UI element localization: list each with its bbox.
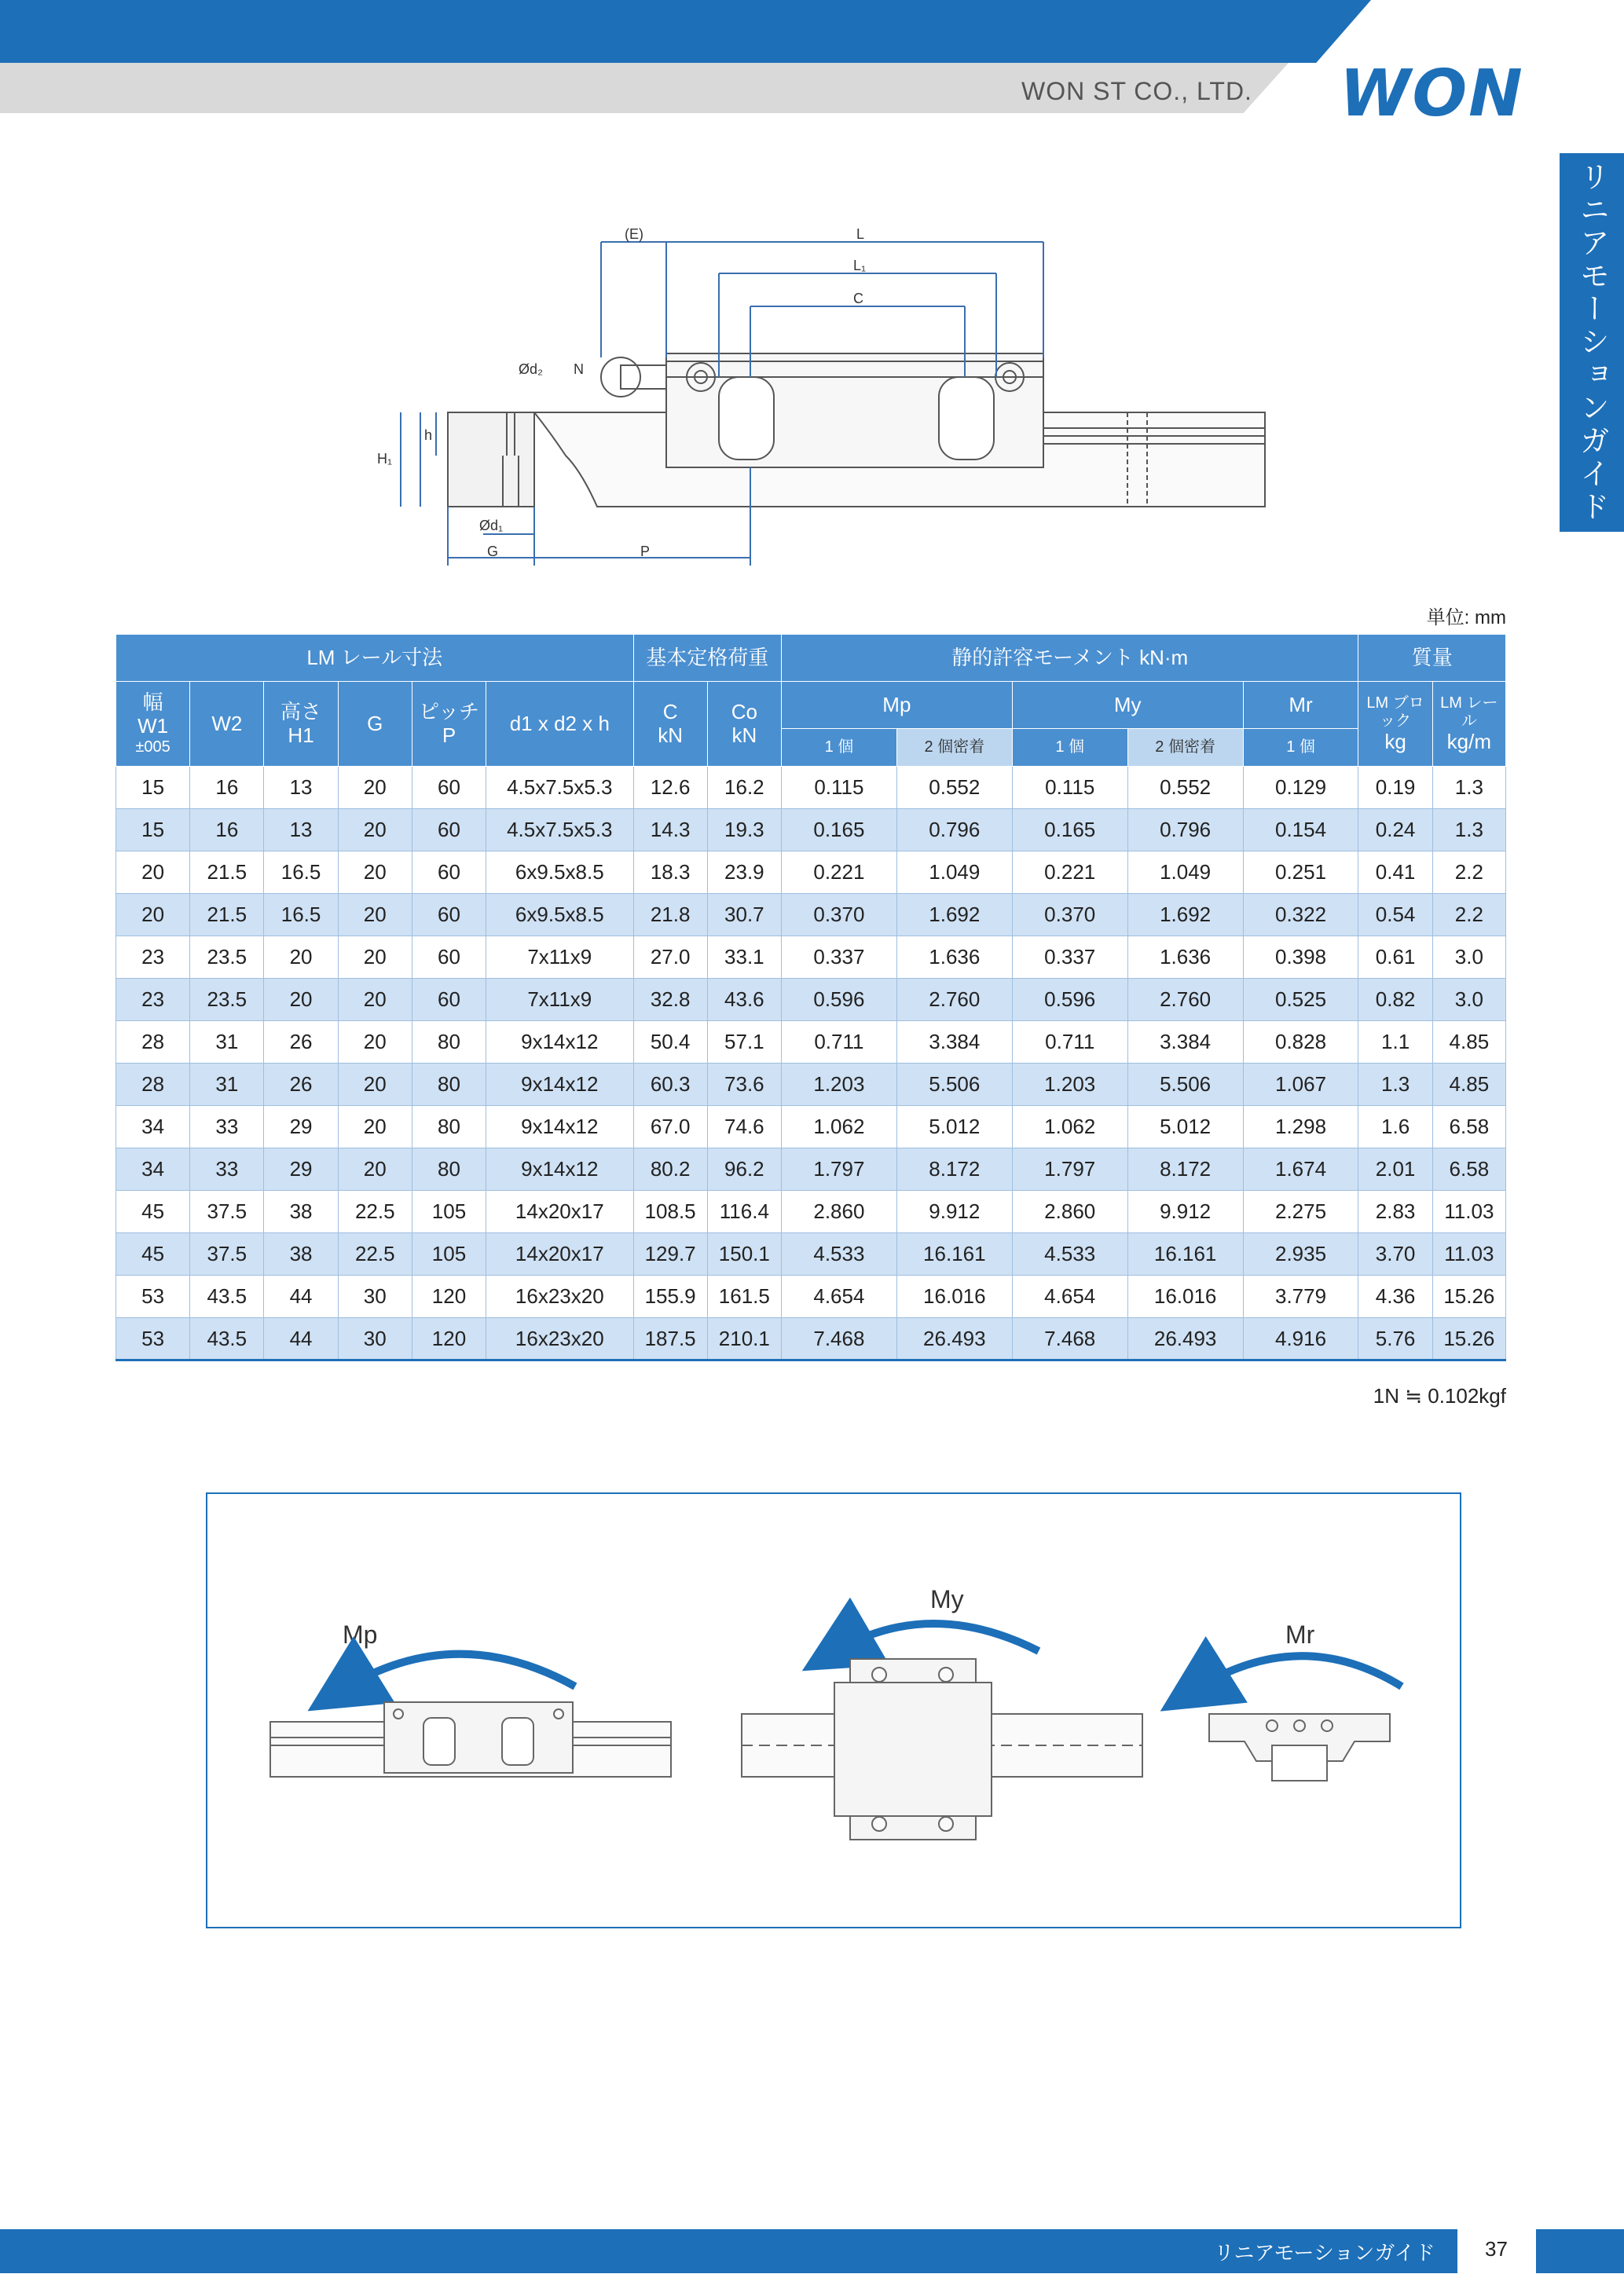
table-cell: 1.3 bbox=[1432, 809, 1505, 851]
table-cell: 0.525 bbox=[1243, 979, 1358, 1021]
table-row bbox=[116, 1318, 1506, 1360]
table-cell: 43.5 bbox=[190, 1318, 264, 1360]
table-cell: 1.067 bbox=[1243, 1064, 1358, 1106]
table-cell: 7x11x9 bbox=[486, 979, 633, 1021]
page-number: 37 bbox=[1485, 2237, 1508, 2261]
table-cell: 108.5 bbox=[633, 1191, 707, 1233]
table-cell: 18.3 bbox=[633, 851, 707, 894]
table-cell: 21.5 bbox=[190, 851, 264, 894]
table-cell: 80 bbox=[412, 1064, 486, 1106]
table-cell: 4.916 bbox=[1243, 1318, 1358, 1360]
table-cell: 16.016 bbox=[1127, 1276, 1243, 1318]
table-cell: 3.384 bbox=[1127, 1021, 1243, 1064]
table-cell: 1.049 bbox=[1127, 851, 1243, 894]
table-cell: 11.03 bbox=[1432, 1191, 1505, 1233]
table-cell: 12.6 bbox=[633, 767, 707, 809]
table-row bbox=[116, 894, 1506, 936]
table-cell: 0.115 bbox=[781, 767, 896, 809]
table-cell: 3.779 bbox=[1243, 1276, 1358, 1318]
mr-label: Mr bbox=[1285, 1620, 1315, 1649]
table-cell: 8.172 bbox=[1127, 1148, 1243, 1191]
spec-table bbox=[115, 634, 1506, 1361]
table-cell: 1.692 bbox=[1127, 894, 1243, 936]
table-cell: 0.552 bbox=[1127, 767, 1243, 809]
dim-label-c: C bbox=[853, 291, 863, 306]
table-cell: 150.1 bbox=[707, 1233, 781, 1276]
table-cell: 0.165 bbox=[781, 809, 896, 851]
table-cell: 1.049 bbox=[896, 851, 1012, 894]
brand-logo: WON bbox=[1340, 57, 1524, 131]
table-cell: 2.2 bbox=[1432, 894, 1505, 936]
table-cell: 1.203 bbox=[1012, 1064, 1127, 1106]
table-cell: 105 bbox=[412, 1233, 486, 1276]
table-cell: 7.468 bbox=[781, 1318, 896, 1360]
table-cell: 0.221 bbox=[781, 851, 896, 894]
table-cell: 0.398 bbox=[1243, 936, 1358, 979]
table-cell: 29 bbox=[264, 1106, 338, 1148]
table-cell: 7.468 bbox=[1012, 1318, 1127, 1360]
table-cell: 30.7 bbox=[707, 894, 781, 936]
table-cell: 29 bbox=[264, 1148, 338, 1191]
table-cell: 7x11x9 bbox=[486, 936, 633, 979]
dim-label-d2: Ød₂ bbox=[519, 361, 543, 377]
table-cell: 16.161 bbox=[896, 1233, 1012, 1276]
table-cell: 13 bbox=[264, 767, 338, 809]
dim-label-l: L bbox=[856, 226, 865, 242]
table-cell: 80 bbox=[412, 1021, 486, 1064]
table-cell: 1.674 bbox=[1243, 1148, 1358, 1191]
table-cell: 9x14x12 bbox=[486, 1064, 633, 1106]
table-cell: 57.1 bbox=[707, 1021, 781, 1064]
table-cell: 50.4 bbox=[633, 1021, 707, 1064]
table-cell: 1.203 bbox=[781, 1064, 896, 1106]
dim-label-l1: L₁ bbox=[853, 258, 867, 273]
col-header-block-mass: LM ブロック kg bbox=[1358, 682, 1432, 767]
table-cell: 80 bbox=[412, 1148, 486, 1191]
table-cell: 20 bbox=[264, 979, 338, 1021]
table-cell: 9.912 bbox=[896, 1191, 1012, 1233]
table-cell: 0.711 bbox=[781, 1021, 896, 1064]
table-cell: 32.8 bbox=[633, 979, 707, 1021]
table-cell: 0.370 bbox=[1012, 894, 1127, 936]
table-cell: 26.493 bbox=[896, 1318, 1012, 1360]
table-cell: 20 bbox=[338, 767, 412, 809]
table-cell: 0.19 bbox=[1358, 767, 1432, 809]
col-header-w2: W2 bbox=[190, 682, 264, 767]
table-row bbox=[116, 1106, 1506, 1148]
table-cell: 0.370 bbox=[781, 894, 896, 936]
table-cell: 0.115 bbox=[1012, 767, 1127, 809]
table-cell: 4.654 bbox=[781, 1276, 896, 1318]
table-cell: 21.5 bbox=[190, 894, 264, 936]
table-cell: 116.4 bbox=[707, 1191, 781, 1233]
mp-label: Mp bbox=[343, 1620, 378, 1649]
table-cell: 26.493 bbox=[1127, 1318, 1243, 1360]
table-cell: 80 bbox=[412, 1106, 486, 1148]
table-cell: 31 bbox=[190, 1064, 264, 1106]
table-cell: 27.0 bbox=[633, 936, 707, 979]
table-cell: 155.9 bbox=[633, 1276, 707, 1318]
table-cell: 3.0 bbox=[1432, 936, 1505, 979]
table-cell: 5.012 bbox=[1127, 1106, 1243, 1148]
table-cell: 43.6 bbox=[707, 979, 781, 1021]
col-header-g: G bbox=[338, 682, 412, 767]
table-cell: 1.1 bbox=[1358, 1021, 1432, 1064]
table-cell: 26 bbox=[264, 1021, 338, 1064]
col-header-mr-single: 1 個 bbox=[1243, 729, 1358, 767]
table-cell: 4.654 bbox=[1012, 1276, 1127, 1318]
table-row bbox=[116, 979, 1506, 1021]
table-cell: 1.797 bbox=[781, 1148, 896, 1191]
col-header-c: C kN bbox=[633, 682, 707, 767]
dim-label-e: (E) bbox=[625, 226, 643, 242]
table-cell: 4.5x7.5x5.3 bbox=[486, 767, 633, 809]
col-header-mp: Mp bbox=[781, 682, 1012, 729]
table-cell: 23 bbox=[116, 936, 190, 979]
table-cell: 23 bbox=[116, 979, 190, 1021]
table-cell: 1.062 bbox=[1012, 1106, 1127, 1148]
col-header-mr: Mr bbox=[1243, 682, 1358, 729]
table-cell: 11.03 bbox=[1432, 1233, 1505, 1276]
table-cell: 33 bbox=[190, 1106, 264, 1148]
table-cell: 0.165 bbox=[1012, 809, 1127, 851]
table-row bbox=[116, 767, 1506, 809]
table-cell: 20 bbox=[338, 894, 412, 936]
table-cell: 31 bbox=[190, 1021, 264, 1064]
table-cell: 5.506 bbox=[896, 1064, 1012, 1106]
table-cell: 6.58 bbox=[1432, 1148, 1505, 1191]
col-header-my: My bbox=[1012, 682, 1243, 729]
col-header-rail-mass: LM レール kg/m bbox=[1432, 682, 1505, 767]
col-header-my-double: 2 個密着 bbox=[1127, 729, 1243, 767]
footer-section-title: リニアモーションガイド bbox=[1214, 2241, 1435, 2265]
table-cell: 0.251 bbox=[1243, 851, 1358, 894]
table-cell: 20 bbox=[338, 1106, 412, 1148]
mr-arrow bbox=[1193, 1656, 1402, 1690]
table-cell: 0.154 bbox=[1243, 809, 1358, 851]
table-cell: 60 bbox=[412, 767, 486, 809]
table-row bbox=[116, 851, 1506, 894]
table-cell: 16.016 bbox=[896, 1276, 1012, 1318]
table-cell: 38 bbox=[264, 1191, 338, 1233]
col-header-mp-single: 1 個 bbox=[781, 729, 896, 767]
company-name: WON ST CO., LTD. bbox=[1021, 77, 1252, 105]
table-cell: 3.0 bbox=[1432, 979, 1505, 1021]
table-cell: 4.85 bbox=[1432, 1064, 1505, 1106]
table-cell: 33.1 bbox=[707, 936, 781, 979]
col-header-mp-double: 2 個密着 bbox=[896, 729, 1012, 767]
table-cell: 45 bbox=[116, 1233, 190, 1276]
table-cell: 20 bbox=[338, 979, 412, 1021]
table-cell: 15 bbox=[116, 809, 190, 851]
table-cell: 16 bbox=[190, 809, 264, 851]
table-cell: 2.860 bbox=[1012, 1191, 1127, 1233]
dim-label-h1: H₁ bbox=[377, 451, 393, 467]
table-cell: 19.3 bbox=[707, 809, 781, 851]
table-cell: 3.384 bbox=[896, 1021, 1012, 1064]
table-cell: 4.533 bbox=[1012, 1233, 1127, 1276]
table-cell: 20 bbox=[338, 809, 412, 851]
table-cell: 2.01 bbox=[1358, 1148, 1432, 1191]
table-cell: 44 bbox=[264, 1318, 338, 1360]
table-cell: 21.8 bbox=[633, 894, 707, 936]
table-row bbox=[116, 809, 1506, 851]
col-header-w1: 幅 W1 ±005 bbox=[116, 682, 190, 767]
table-cell: 13 bbox=[264, 809, 338, 851]
table-cell: 1.636 bbox=[1127, 936, 1243, 979]
header-blue-band bbox=[0, 0, 1371, 63]
table-cell: 16.161 bbox=[1127, 1233, 1243, 1276]
table-cell: 16.5 bbox=[264, 894, 338, 936]
table-cell: 5.506 bbox=[1127, 1064, 1243, 1106]
dim-label-d1: Ød₁ bbox=[479, 518, 504, 533]
group-header-mass: 質量 bbox=[1358, 635, 1506, 682]
table-cell: 120 bbox=[412, 1276, 486, 1318]
table-cell: 0.596 bbox=[781, 979, 896, 1021]
table-cell: 15.26 bbox=[1432, 1276, 1505, 1318]
group-header-lm-rail: LM レール寸法 bbox=[116, 635, 634, 682]
table-cell: 1.636 bbox=[896, 936, 1012, 979]
table-cell: 26 bbox=[264, 1064, 338, 1106]
table-cell: 15.26 bbox=[1432, 1318, 1505, 1360]
table-cell: 16x23x20 bbox=[486, 1276, 633, 1318]
table-cell: 2.2 bbox=[1432, 851, 1505, 894]
table-cell: 4.85 bbox=[1432, 1021, 1505, 1064]
table-cell: 80.2 bbox=[633, 1148, 707, 1191]
table-cell: 16.5 bbox=[264, 851, 338, 894]
table-cell: 0.221 bbox=[1012, 851, 1127, 894]
group-header-load: 基本定格荷重 bbox=[633, 635, 781, 682]
table-cell: 9x14x12 bbox=[486, 1106, 633, 1148]
table-cell: 120 bbox=[412, 1318, 486, 1360]
table-cell: 3.70 bbox=[1358, 1233, 1432, 1276]
table-cell: 2.83 bbox=[1358, 1191, 1432, 1233]
moment-diagram-panel bbox=[206, 1492, 1461, 1928]
table-cell: 0.82 bbox=[1358, 979, 1432, 1021]
table-cell: 2.935 bbox=[1243, 1233, 1358, 1276]
table-cell: 5.012 bbox=[896, 1106, 1012, 1148]
dim-label-p: P bbox=[640, 544, 651, 559]
table-cell: 20 bbox=[116, 894, 190, 936]
table-cell: 4.36 bbox=[1358, 1276, 1432, 1318]
table-cell: 0.24 bbox=[1358, 809, 1432, 851]
table-cell: 60 bbox=[412, 809, 486, 851]
table-cell: 1.797 bbox=[1012, 1148, 1127, 1191]
table-cell: 0.54 bbox=[1358, 894, 1432, 936]
dim-label-n: N bbox=[574, 361, 584, 377]
table-cell: 60 bbox=[412, 894, 486, 936]
table-cell: 6.58 bbox=[1432, 1106, 1505, 1148]
table-cell: 74.6 bbox=[707, 1106, 781, 1148]
table-cell: 60.3 bbox=[633, 1064, 707, 1106]
table-cell: 16.2 bbox=[707, 767, 781, 809]
table-cell: 1.3 bbox=[1432, 767, 1505, 809]
table-cell: 73.6 bbox=[707, 1064, 781, 1106]
table-cell: 33 bbox=[190, 1148, 264, 1191]
table-cell: 1.3 bbox=[1358, 1064, 1432, 1106]
table-row bbox=[116, 1148, 1506, 1191]
table-cell: 0.322 bbox=[1243, 894, 1358, 936]
table-cell: 37.5 bbox=[190, 1191, 264, 1233]
table-cell: 0.337 bbox=[781, 936, 896, 979]
table-cell: 0.552 bbox=[896, 767, 1012, 809]
table-cell: 2.275 bbox=[1243, 1191, 1358, 1233]
table-cell: 16x23x20 bbox=[486, 1318, 633, 1360]
table-cell: 20 bbox=[116, 851, 190, 894]
table-cell: 20 bbox=[338, 936, 412, 979]
mp-arrow bbox=[341, 1654, 575, 1690]
col-header-h1: 高さ H1 bbox=[264, 682, 338, 767]
col-header-co: Co kN bbox=[707, 682, 781, 767]
table-cell: 9x14x12 bbox=[486, 1021, 633, 1064]
footer-right-band bbox=[1536, 2229, 1624, 2273]
table-cell: 96.2 bbox=[707, 1148, 781, 1191]
table-cell: 30 bbox=[338, 1276, 412, 1318]
table-cell: 34 bbox=[116, 1106, 190, 1148]
table-cell: 20 bbox=[338, 1148, 412, 1191]
table-cell: 53 bbox=[116, 1318, 190, 1360]
table-cell: 1.692 bbox=[896, 894, 1012, 936]
table-cell: 60 bbox=[412, 979, 486, 1021]
table-cell: 4.533 bbox=[781, 1233, 896, 1276]
table-cell: 105 bbox=[412, 1191, 486, 1233]
table-cell: 0.796 bbox=[1127, 809, 1243, 851]
table-cell: 53 bbox=[116, 1276, 190, 1318]
section-side-tab[interactable] bbox=[1560, 153, 1624, 532]
table-cell: 23.5 bbox=[190, 936, 264, 979]
table-cell: 67.0 bbox=[633, 1106, 707, 1148]
my-label: My bbox=[930, 1585, 964, 1613]
table-cell: 8.172 bbox=[896, 1148, 1012, 1191]
table-cell: 4.5x7.5x5.3 bbox=[486, 809, 633, 851]
table-cell: 16 bbox=[190, 767, 264, 809]
table-cell: 129.7 bbox=[633, 1233, 707, 1276]
table-cell: 0.61 bbox=[1358, 936, 1432, 979]
table-cell: 0.41 bbox=[1358, 851, 1432, 894]
table-cell: 0.129 bbox=[1243, 767, 1358, 809]
table-cell: 0.337 bbox=[1012, 936, 1127, 979]
table-cell: 6x9.5x8.5 bbox=[486, 894, 633, 936]
table-cell: 9x14x12 bbox=[486, 1148, 633, 1191]
table-cell: 38 bbox=[264, 1233, 338, 1276]
table-row bbox=[116, 1064, 1506, 1106]
table-cell: 210.1 bbox=[707, 1318, 781, 1360]
table-cell: 44 bbox=[264, 1276, 338, 1318]
table-cell: 45 bbox=[116, 1191, 190, 1233]
table-row bbox=[116, 1233, 1506, 1276]
table-cell: 0.796 bbox=[896, 809, 1012, 851]
rail-dimension-drawing bbox=[354, 220, 1281, 581]
group-header-moment: 静的許容モーメント kN·m bbox=[781, 635, 1358, 682]
table-cell: 34 bbox=[116, 1148, 190, 1191]
table-cell: 28 bbox=[116, 1021, 190, 1064]
table-cell: 20 bbox=[338, 851, 412, 894]
conversion-note: 1N ≒ 0.102kgf bbox=[1373, 1384, 1506, 1408]
table-cell: 20 bbox=[338, 1021, 412, 1064]
col-header-my-single: 1 個 bbox=[1012, 729, 1127, 767]
my-arrow bbox=[836, 1624, 1039, 1651]
table-cell: 2.860 bbox=[781, 1191, 896, 1233]
table-cell: 6x9.5x8.5 bbox=[486, 851, 633, 894]
table-cell: 22.5 bbox=[338, 1233, 412, 1276]
table-cell: 14.3 bbox=[633, 809, 707, 851]
unit-label: 単位: mm bbox=[1426, 607, 1506, 628]
table-cell: 1.6 bbox=[1358, 1106, 1432, 1148]
table-cell: 5.76 bbox=[1358, 1318, 1432, 1360]
table-cell: 20 bbox=[338, 1064, 412, 1106]
table-cell: 30 bbox=[338, 1318, 412, 1360]
table-cell: 0.828 bbox=[1243, 1021, 1358, 1064]
table-cell: 0.596 bbox=[1012, 979, 1127, 1021]
table-cell: 161.5 bbox=[707, 1276, 781, 1318]
table-cell: 60 bbox=[412, 936, 486, 979]
table-cell: 2.760 bbox=[1127, 979, 1243, 1021]
table-cell: 9.912 bbox=[1127, 1191, 1243, 1233]
table-cell: 23.9 bbox=[707, 851, 781, 894]
table-cell: 14x20x17 bbox=[486, 1191, 633, 1233]
table-cell: 37.5 bbox=[190, 1233, 264, 1276]
table-cell: 1.298 bbox=[1243, 1106, 1358, 1148]
dim-label-h: h bbox=[424, 427, 433, 443]
col-header-pitch: ピッチ P bbox=[412, 682, 486, 767]
table-cell: 15 bbox=[116, 767, 190, 809]
table-row bbox=[116, 1021, 1506, 1064]
table-row bbox=[116, 1276, 1506, 1318]
table-cell: 0.711 bbox=[1012, 1021, 1127, 1064]
dim-label-g: G bbox=[487, 544, 499, 559]
table-cell: 20 bbox=[264, 936, 338, 979]
table-row bbox=[116, 1191, 1506, 1233]
table-cell: 43.5 bbox=[190, 1276, 264, 1318]
table-cell: 14x20x17 bbox=[486, 1233, 633, 1276]
table-cell: 28 bbox=[116, 1064, 190, 1106]
table-row bbox=[116, 936, 1506, 979]
table-cell: 60 bbox=[412, 851, 486, 894]
table-cell: 22.5 bbox=[338, 1191, 412, 1233]
moment-diagrams bbox=[207, 1494, 1460, 1927]
col-header-bolt: d1 x d2 x h bbox=[486, 682, 633, 767]
table-cell: 1.062 bbox=[781, 1106, 896, 1148]
table-cell: 23.5 bbox=[190, 979, 264, 1021]
table-cell: 187.5 bbox=[633, 1318, 707, 1360]
table-cell: 2.760 bbox=[896, 979, 1012, 1021]
section-side-tab-label: リニアモーションガイド bbox=[1575, 161, 1608, 524]
